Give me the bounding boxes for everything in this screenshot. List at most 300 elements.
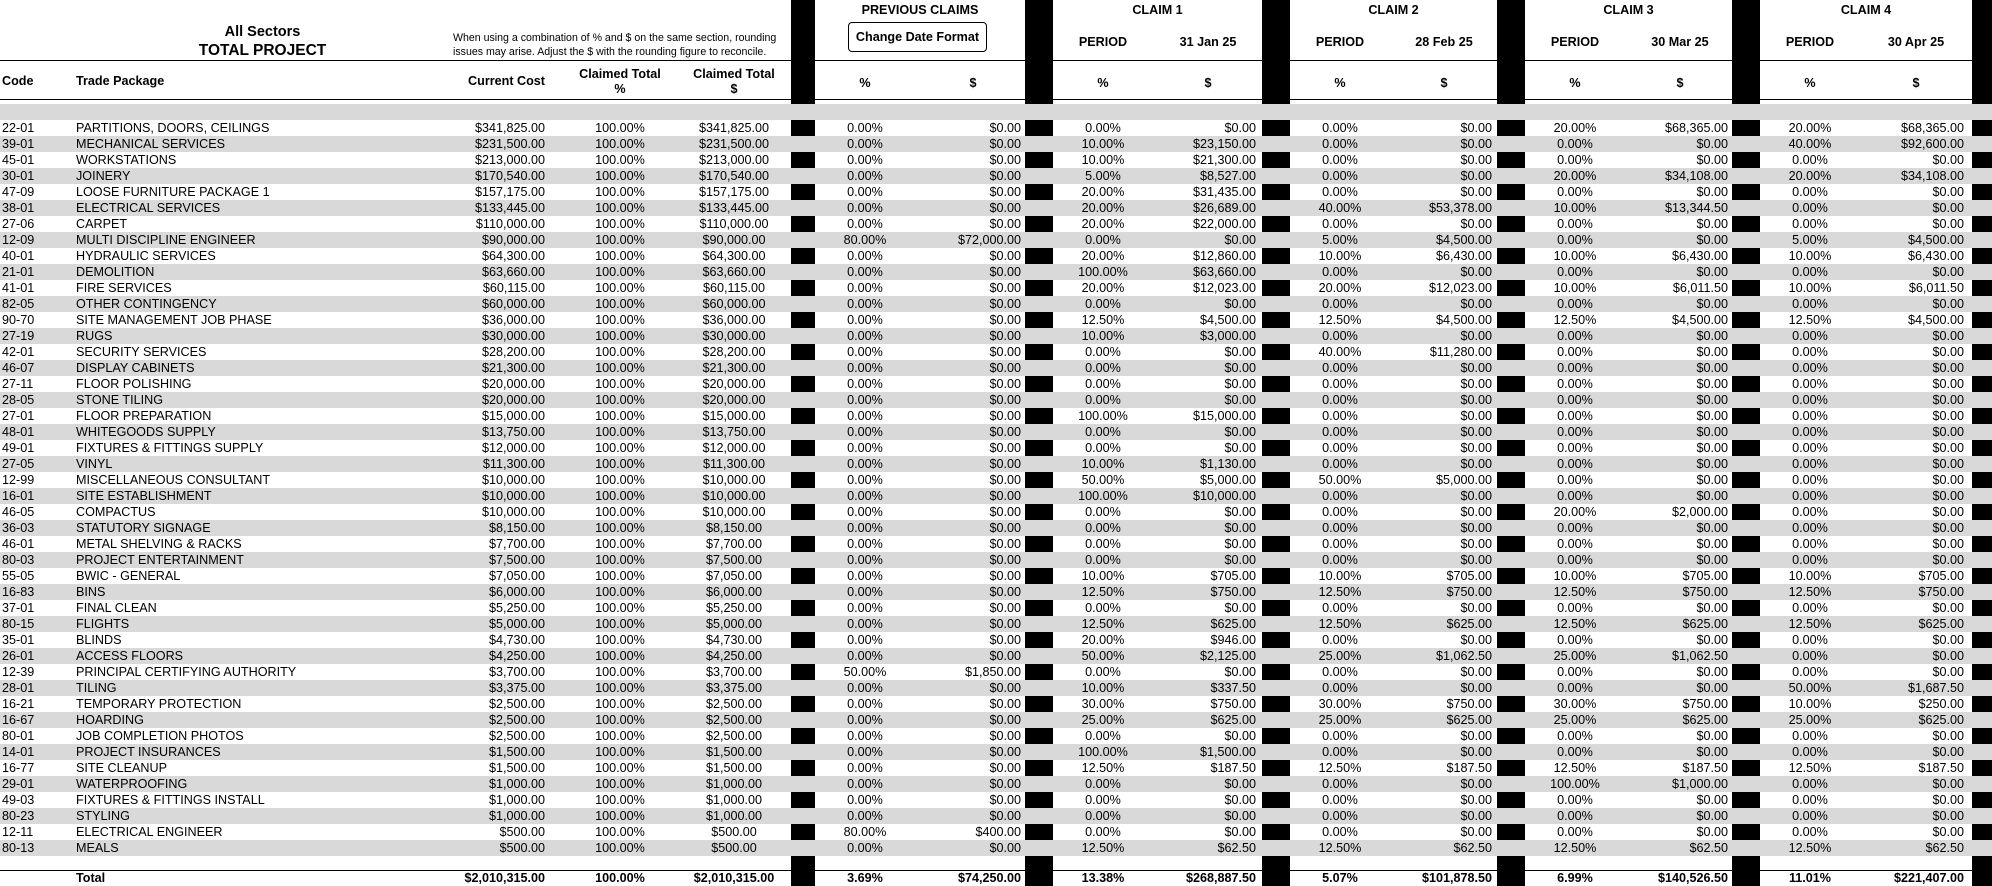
cell-current-cost: $28,200.00 xyxy=(481,345,545,359)
cell-claim2-amount: $705.00 xyxy=(1446,569,1492,583)
cell-trade-package: STONE TILING xyxy=(76,393,164,407)
cell-trade-package: METAL SHELVING & RACKS xyxy=(76,537,242,551)
cell-claimed-amount: $1,000.00 xyxy=(705,777,763,791)
cell-claimed-pct: 100.00% xyxy=(595,377,645,391)
cell-claim1-amount: $187.50 xyxy=(1210,761,1256,775)
cell-claimed-amount: $1,000.00 xyxy=(705,809,763,823)
cell-claim4-pct: 0.00% xyxy=(1792,809,1828,823)
cell-prev-amount: $0.00 xyxy=(989,553,1021,567)
cell-claim2-amount: $0.00 xyxy=(1460,553,1492,567)
cell-claimed-amount: $20,000.00 xyxy=(702,377,766,391)
cell-code: 46-07 xyxy=(2,361,35,375)
cell-current-cost: $4,730.00 xyxy=(488,633,545,647)
cell-claim1-pct: 0.00% xyxy=(1085,393,1121,407)
cell-claimed-pct: 100.00% xyxy=(595,825,645,839)
cell-claim1-amount: $0.00 xyxy=(1224,553,1256,567)
cell-claim2-amount: $0.00 xyxy=(1460,169,1492,183)
cell-claim3-amount: $0.00 xyxy=(1696,809,1728,823)
cell-claim1-pct: 20.00% xyxy=(1081,201,1125,215)
col-header-trade: Trade Package xyxy=(76,74,165,88)
cell-prev-pct: 0.00% xyxy=(847,265,883,279)
cell-current-cost: $20,000.00 xyxy=(481,393,545,407)
cell-claim4-pct: 0.00% xyxy=(1792,649,1828,663)
cell-claim2-pct: 0.00% xyxy=(1322,217,1358,231)
cell-claim2-amount: $62.50 xyxy=(1453,841,1492,855)
cell-prev-pct: 0.00% xyxy=(847,313,883,327)
cell-claimed-amount: $1,500.00 xyxy=(705,745,763,759)
cell-claim4-amount: $4,500.00 xyxy=(1907,233,1964,247)
cell-claim3-pct: 12.50% xyxy=(1553,761,1597,775)
cell-claim1-pct: 0.00% xyxy=(1085,601,1121,615)
cell-trade-package: SECURITY SERVICES xyxy=(76,345,207,359)
cell-claim2-pct: 10.00% xyxy=(1318,249,1362,263)
cell-claim2-amount: $0.00 xyxy=(1460,329,1492,343)
cell-claim4-amount: $0.00 xyxy=(1932,457,1964,471)
cell-claim2-amount: $0.00 xyxy=(1460,729,1492,743)
cell-code: 42-01 xyxy=(2,345,35,359)
cell-claimed-amount: $1,000.00 xyxy=(705,793,763,807)
cell-claimed-pct: 100.00% xyxy=(595,777,645,791)
cell-current-cost: $4,250.00 xyxy=(488,649,545,663)
cell-claim4-pct: 0.00% xyxy=(1792,345,1828,359)
cell-claimed-pct: 100.00% xyxy=(595,457,645,471)
cell-claimed-pct: 100.00% xyxy=(595,281,645,295)
cell-claim1-amount: $15,000.00 xyxy=(1192,409,1256,423)
cell-prev-pct: 0.00% xyxy=(847,617,883,631)
cell-code: 16-67 xyxy=(2,713,35,727)
cell-prev-pct: 0.00% xyxy=(847,713,883,727)
cell-claim3-amount: $0.00 xyxy=(1696,297,1728,311)
cell-claim1-amount: $5,000.00 xyxy=(1199,473,1256,487)
cell-prev-pct: 0.00% xyxy=(847,681,883,695)
cell-claim3-pct: 0.00% xyxy=(1557,233,1593,247)
cell-claim2-pct: 0.00% xyxy=(1322,537,1358,551)
cell-trade-package: MECHANICAL SERVICES xyxy=(76,137,226,151)
cell-claimed-amount: $213,000.00 xyxy=(698,153,770,167)
cell-trade-package: OTHER CONTINGENCY xyxy=(76,297,217,311)
cell-prev-pct: 0.00% xyxy=(847,777,883,791)
cell-claim3-amount: $0.00 xyxy=(1696,377,1728,391)
cell-claim3-amount: $0.00 xyxy=(1696,361,1728,375)
cell-claimed-pct: 100.00% xyxy=(595,649,645,663)
cell-claim2-pct: 0.00% xyxy=(1322,169,1358,183)
cell-current-cost: $13,750.00 xyxy=(481,425,545,439)
cell-claim2-amount: $11,280.00 xyxy=(1429,345,1492,359)
cell-prev-amount: $0.00 xyxy=(989,313,1021,327)
cell-code: 80-23 xyxy=(2,809,35,823)
cell-claim2-amount: $0.00 xyxy=(1460,361,1492,375)
cell-claim1-amount: $0.00 xyxy=(1224,601,1256,615)
cell-claim4-amount: $0.00 xyxy=(1932,153,1964,167)
cell-claim4-amount: $0.00 xyxy=(1932,265,1964,279)
cell-prev-amount: $0.00 xyxy=(989,361,1021,375)
cell-current-cost: $6,000.00 xyxy=(488,585,545,599)
total-claim4-pct: 11.01% xyxy=(1788,871,1832,885)
cell-claim1-pct: 0.00% xyxy=(1085,377,1121,391)
cell-code: 55-05 xyxy=(2,569,35,583)
cell-trade-package: ACCESS FLOORS xyxy=(76,649,184,663)
cell-claim1-pct: 0.00% xyxy=(1085,121,1121,135)
cell-current-cost: $170,540.00 xyxy=(474,169,545,183)
cell-claim1-amount: $0.00 xyxy=(1224,441,1256,455)
cell-claim4-amount: $0.00 xyxy=(1932,537,1964,551)
cell-prev-amount: $0.00 xyxy=(989,569,1021,583)
cell-claimed-pct: 100.00% xyxy=(595,217,645,231)
cell-claim1-pct: 0.00% xyxy=(1085,777,1121,791)
cell-claim2-pct: 0.00% xyxy=(1322,489,1358,503)
cell-claimed-amount: $4,250.00 xyxy=(705,649,763,663)
cell-prev-pct: 0.00% xyxy=(847,457,883,471)
cell-trade-package: FINAL CLEAN xyxy=(76,601,157,615)
cell-trade-package: MEALS xyxy=(76,841,119,855)
cell-claim3-amount: $1,062.50 xyxy=(1671,649,1728,663)
cell-code: 16-01 xyxy=(2,489,35,503)
cell-claimed-pct: 100.00% xyxy=(595,137,645,151)
cell-claim2-pct: 0.00% xyxy=(1322,825,1358,839)
cell-claim3-amount: $0.00 xyxy=(1696,185,1728,199)
col-header-claimed-amt-symbol: $ xyxy=(730,82,738,96)
cell-current-cost: $7,500.00 xyxy=(488,553,545,567)
change-date-format-button[interactable]: Change Date Format xyxy=(848,22,987,52)
cell-claim2-pct: 0.00% xyxy=(1322,377,1358,391)
cell-claim1-amount: $26,689.00 xyxy=(1192,201,1256,215)
cell-current-cost: $5,250.00 xyxy=(488,601,545,615)
cell-claim3-pct: 0.00% xyxy=(1557,665,1593,679)
cell-claim2-pct: 5.00% xyxy=(1322,233,1358,247)
cell-claim1-pct: 20.00% xyxy=(1081,281,1125,295)
cell-prev-amount: $0.00 xyxy=(989,601,1021,615)
cell-claim4-amount: $0.00 xyxy=(1932,393,1964,407)
cell-prev-pct: 0.00% xyxy=(847,441,883,455)
total-label: Total xyxy=(76,871,106,885)
cell-code: 16-83 xyxy=(2,585,35,599)
cell-prev-pct: 0.00% xyxy=(847,793,883,807)
cell-claim2-pct: 12.50% xyxy=(1318,617,1362,631)
cell-current-cost: $1,500.00 xyxy=(488,761,545,775)
cell-current-cost: $1,000.00 xyxy=(488,809,545,823)
cell-claim3-pct: 12.50% xyxy=(1553,313,1597,327)
cell-claimed-pct: 100.00% xyxy=(595,697,645,711)
cell-claim3-pct: 0.00% xyxy=(1557,745,1593,759)
cell-prev-amount: $0.00 xyxy=(989,201,1021,215)
claim-title: CLAIM 1 xyxy=(1132,3,1183,17)
cell-code: 90-70 xyxy=(2,313,35,327)
cell-claimed-amount: $3,700.00 xyxy=(705,665,763,679)
cell-claim4-amount: $92,600.00 xyxy=(1900,137,1964,151)
cell-prev-pct: 0.00% xyxy=(847,377,883,391)
cell-claimed-amount: $30,000.00 xyxy=(702,329,766,343)
cell-claimed-amount: $341,825.00 xyxy=(698,121,770,135)
cell-claim2-amount: $0.00 xyxy=(1460,153,1492,167)
cell-claim1-pct: 100.00% xyxy=(1078,489,1128,503)
cell-claim3-amount: $0.00 xyxy=(1696,745,1728,759)
cell-code: 22-01 xyxy=(2,121,35,135)
cell-trade-package: WATERPROOFING xyxy=(76,777,188,791)
cell-current-cost: $500.00 xyxy=(499,841,545,855)
cell-claim1-amount: $0.00 xyxy=(1224,393,1256,407)
cell-claimed-pct: 100.00% xyxy=(595,233,645,247)
cell-claim4-amount: $0.00 xyxy=(1932,297,1964,311)
cell-claim1-pct: 10.00% xyxy=(1081,329,1125,343)
cell-claim3-amount: $0.00 xyxy=(1696,601,1728,615)
cell-claim3-pct: 10.00% xyxy=(1553,281,1597,295)
cell-claim1-amount: $2,125.00 xyxy=(1199,649,1256,663)
total-claim1-amount: $268,887.50 xyxy=(1185,871,1256,885)
cell-claim2-pct: 0.00% xyxy=(1322,121,1358,135)
cell-code: 27-19 xyxy=(2,329,35,343)
cell-claimed-amount: $10,000.00 xyxy=(702,489,766,503)
cell-claim3-amount: $4,500.00 xyxy=(1671,313,1728,327)
cell-claim1-amount: $0.00 xyxy=(1224,425,1256,439)
cell-claim3-pct: 0.00% xyxy=(1557,601,1593,615)
cell-trade-package: PRINCIPAL CERTIFYING AUTHORITY xyxy=(76,665,297,679)
cell-claim1-amount: $0.00 xyxy=(1224,233,1256,247)
cell-claim2-pct: 30.00% xyxy=(1318,697,1362,711)
pct-column-header: % xyxy=(859,76,871,90)
cell-claim2-pct: 20.00% xyxy=(1318,281,1362,295)
col-header-code: Code xyxy=(2,74,34,88)
cell-claim2-pct: 0.00% xyxy=(1322,329,1358,343)
cell-claim4-pct: 0.00% xyxy=(1792,201,1828,215)
cell-prev-pct: 0.00% xyxy=(847,601,883,615)
cell-claim1-amount: $946.00 xyxy=(1210,633,1256,647)
cell-prev-pct: 0.00% xyxy=(847,169,883,183)
cell-prev-pct: 0.00% xyxy=(847,217,883,231)
cell-claimed-pct: 100.00% xyxy=(595,425,645,439)
cell-trade-package: LOOSE FURNITURE PACKAGE 1 xyxy=(76,185,270,199)
cell-claim3-pct: 0.00% xyxy=(1557,489,1593,503)
cell-trade-package: TILING xyxy=(76,681,117,695)
cell-claim1-amount: $21,300.00 xyxy=(1192,153,1256,167)
cell-claim4-amount: $0.00 xyxy=(1932,345,1964,359)
cell-prev-amount: $0.00 xyxy=(989,505,1021,519)
cell-claim1-amount: $12,860.00 xyxy=(1192,249,1256,263)
cell-claim2-amount: $0.00 xyxy=(1460,809,1492,823)
cell-claim4-pct: 12.50% xyxy=(1788,617,1832,631)
cell-claim2-pct: 0.00% xyxy=(1322,137,1358,151)
cell-prev-amount: $400.00 xyxy=(975,825,1021,839)
cell-claim2-amount: $5,000.00 xyxy=(1435,473,1492,487)
cell-claim3-pct: 25.00% xyxy=(1553,649,1597,663)
cell-trade-package: JOB COMPLETION PHOTOS xyxy=(76,729,244,743)
cell-current-cost: $30,000.00 xyxy=(481,329,545,343)
cell-current-cost: $8,150.00 xyxy=(488,521,545,535)
cell-code: 80-13 xyxy=(2,841,35,855)
cell-claim3-pct: 0.00% xyxy=(1557,729,1593,743)
cell-trade-package: FIXTURES & FITTINGS INSTALL xyxy=(76,793,265,807)
cell-claim2-amount: $625.00 xyxy=(1446,713,1492,727)
cell-claim1-pct: 0.00% xyxy=(1085,505,1121,519)
cell-claim1-amount: $23,150.00 xyxy=(1192,137,1256,151)
cell-claimed-amount: $5,000.00 xyxy=(705,617,763,631)
cell-claim2-pct: 0.00% xyxy=(1322,457,1358,471)
cell-claim3-amount: $0.00 xyxy=(1696,633,1728,647)
cell-claim2-amount: $187.50 xyxy=(1446,761,1492,775)
cell-prev-pct: 0.00% xyxy=(847,121,883,135)
cell-claim4-amount: $705.00 xyxy=(1918,569,1964,583)
period-label: PERIOD xyxy=(1315,35,1365,49)
cell-claim2-pct: 40.00% xyxy=(1318,201,1362,215)
claim-title: CLAIM 2 xyxy=(1368,3,1419,17)
cell-claim4-amount: $0.00 xyxy=(1932,441,1964,455)
cell-claim1-amount: $0.00 xyxy=(1224,809,1256,823)
cell-current-cost: $3,375.00 xyxy=(488,681,545,695)
cell-claim1-amount: $0.00 xyxy=(1224,537,1256,551)
cell-claim4-pct: 0.00% xyxy=(1792,361,1828,375)
cell-claimed-amount: $3,375.00 xyxy=(705,681,763,695)
cell-prev-amount: $0.00 xyxy=(989,249,1021,263)
cell-claim1-amount: $0.00 xyxy=(1224,505,1256,519)
cell-claim3-amount: $62.50 xyxy=(1689,841,1728,855)
cell-claim3-amount: $0.00 xyxy=(1696,409,1728,423)
cell-claim1-pct: 12.50% xyxy=(1081,841,1125,855)
cell-trade-package: PARTITIONS, DOORS, CEILINGS xyxy=(76,121,270,135)
cell-code: 35-01 xyxy=(2,633,35,647)
cell-claimed-pct: 100.00% xyxy=(595,617,645,631)
cell-claim1-amount: $4,500.00 xyxy=(1199,313,1256,327)
cell-claimed-pct: 100.00% xyxy=(595,185,645,199)
cell-claim4-pct: 0.00% xyxy=(1792,601,1828,615)
cell-claim4-pct: 0.00% xyxy=(1792,553,1828,567)
cell-claim1-amount: $705.00 xyxy=(1210,569,1256,583)
cell-claim2-pct: 12.50% xyxy=(1318,761,1362,775)
cell-claim2-pct: 12.50% xyxy=(1318,585,1362,599)
cell-claim3-amount: $0.00 xyxy=(1696,553,1728,567)
cell-claim3-pct: 10.00% xyxy=(1553,201,1597,215)
cell-claimed-pct: 100.00% xyxy=(595,489,645,503)
cell-current-cost: $60,115.00 xyxy=(482,281,545,295)
total-current-cost: $2,010,315.00 xyxy=(464,871,545,885)
cell-claim2-pct: 25.00% xyxy=(1318,713,1362,727)
cell-prev-pct: 0.00% xyxy=(847,697,883,711)
cell-claim1-amount: $0.00 xyxy=(1224,521,1256,535)
cell-claimed-pct: 100.00% xyxy=(595,409,645,423)
header-divider xyxy=(0,60,1992,61)
cell-trade-package: WORKSTATIONS xyxy=(76,153,177,167)
cell-current-cost: $5,000.00 xyxy=(488,617,545,631)
cell-claim1-pct: 0.00% xyxy=(1085,521,1121,535)
total-claim4-amount: $221,407.00 xyxy=(1893,871,1964,885)
cell-claim1-pct: 0.00% xyxy=(1085,425,1121,439)
period-label: PERIOD xyxy=(1078,35,1128,49)
cell-prev-pct: 0.00% xyxy=(847,393,883,407)
cell-claim2-amount: $750.00 xyxy=(1446,697,1492,711)
cell-claimed-pct: 100.00% xyxy=(595,345,645,359)
cell-claim4-amount: $0.00 xyxy=(1932,489,1964,503)
cell-claim1-pct: 100.00% xyxy=(1078,409,1128,423)
cell-claim1-amount: $62.50 xyxy=(1217,841,1256,855)
cell-current-cost: $341,825.00 xyxy=(474,121,545,135)
cell-claim3-amount: $0.00 xyxy=(1696,537,1728,551)
cell-claim1-amount: $337.50 xyxy=(1210,681,1256,695)
cell-code: 26-01 xyxy=(2,649,35,663)
cell-claim2-pct: 0.00% xyxy=(1322,361,1358,375)
cell-claimed-amount: $8,150.00 xyxy=(705,521,763,535)
cell-claimed-pct: 100.00% xyxy=(595,393,645,407)
cell-code: 49-03 xyxy=(2,793,35,807)
cell-claim4-pct: 0.00% xyxy=(1792,185,1828,199)
sector-title: All Sectors xyxy=(224,24,301,40)
claim-date: 30 Apr 25 xyxy=(1887,35,1945,49)
cell-claimed-amount: $2,500.00 xyxy=(705,713,763,727)
cell-prev-amount: $0.00 xyxy=(989,185,1021,199)
cell-claim4-amount: $0.00 xyxy=(1932,809,1964,823)
cell-claimed-amount: $28,200.00 xyxy=(702,345,766,359)
cell-claimed-pct: 100.00% xyxy=(595,841,645,855)
cell-code: 46-05 xyxy=(2,505,35,519)
cell-prev-amount: $0.00 xyxy=(989,457,1021,471)
cell-trade-package: CARPET xyxy=(76,217,128,231)
cell-claim2-amount: $53,378.00 xyxy=(1428,201,1492,215)
cell-claim3-pct: 0.00% xyxy=(1557,825,1593,839)
cell-claim1-amount: $0.00 xyxy=(1224,361,1256,375)
cell-prev-amount: $0.00 xyxy=(989,281,1021,295)
cell-trade-package: HYDRAULIC SERVICES xyxy=(76,249,216,263)
cell-claimed-pct: 100.00% xyxy=(595,569,645,583)
cell-claim1-amount: $0.00 xyxy=(1224,345,1256,359)
cell-current-cost: $157,175.00 xyxy=(474,185,545,199)
cell-claimed-pct: 100.00% xyxy=(595,553,645,567)
cell-claim2-pct: 0.00% xyxy=(1322,265,1358,279)
cell-claim4-pct: 12.50% xyxy=(1788,313,1832,327)
cell-claim2-pct: 0.00% xyxy=(1322,153,1358,167)
cell-code: 41-01 xyxy=(2,281,35,295)
cell-prev-pct: 0.00% xyxy=(847,345,883,359)
cell-claim2-pct: 0.00% xyxy=(1322,521,1358,535)
cell-claim2-amount: $0.00 xyxy=(1460,393,1492,407)
cell-claim4-amount: $0.00 xyxy=(1932,521,1964,535)
cell-claim4-pct: 0.00% xyxy=(1792,297,1828,311)
cell-claim3-pct: 0.00% xyxy=(1557,137,1593,151)
cell-claimed-amount: $2,500.00 xyxy=(705,697,763,711)
cell-claimed-pct: 100.00% xyxy=(595,761,645,775)
cell-claim4-amount: $0.00 xyxy=(1932,377,1964,391)
cell-current-cost: $2,500.00 xyxy=(488,697,545,711)
cell-trade-package: SITE ESTABLISHMENT xyxy=(76,489,212,503)
cell-claim3-amount: $0.00 xyxy=(1696,217,1728,231)
cell-code: 12-99 xyxy=(2,473,35,487)
cell-code: 27-06 xyxy=(2,217,35,231)
cell-claim1-amount: $1,500.00 xyxy=(1199,745,1256,759)
cell-claim1-amount: $1,130.00 xyxy=(1199,457,1256,471)
cell-claim1-amount: $8,527.00 xyxy=(1199,169,1256,183)
cell-prev-pct: 0.00% xyxy=(847,185,883,199)
cell-claim4-pct: 0.00% xyxy=(1792,793,1828,807)
cell-claim2-pct: 10.00% xyxy=(1318,569,1362,583)
cell-current-cost: $64,300.00 xyxy=(481,249,545,263)
cell-claim3-amount: $68,365.00 xyxy=(1664,121,1728,135)
cell-claim1-amount: $625.00 xyxy=(1210,617,1256,631)
period-label: PERIOD xyxy=(1550,35,1600,49)
cell-current-cost: $1,000.00 xyxy=(488,777,545,791)
total-claimed-amount: $2,010,315.00 xyxy=(693,871,775,885)
cell-claim3-amount: $6,430.00 xyxy=(1671,249,1728,263)
cell-trade-package: BINS xyxy=(76,585,106,599)
cell-claim3-amount: $6,011.50 xyxy=(1672,281,1728,295)
total-claimed-pct: 100.00% xyxy=(595,871,645,885)
cell-claimed-amount: $21,300.00 xyxy=(702,361,766,375)
claim-title: CLAIM 4 xyxy=(1840,3,1892,17)
cell-claimed-pct: 100.00% xyxy=(595,361,645,375)
cell-claim4-amount: $0.00 xyxy=(1932,793,1964,807)
cell-claim2-amount: $12,023.00 xyxy=(1428,281,1492,295)
cell-prev-pct: 0.00% xyxy=(847,745,883,759)
cell-claim3-pct: 0.00% xyxy=(1557,361,1593,375)
cell-prev-pct: 0.00% xyxy=(847,649,883,663)
cell-claim4-amount: $62.50 xyxy=(1925,841,1964,855)
cell-claim3-pct: 0.00% xyxy=(1557,553,1593,567)
claim-date: 31 Jan 25 xyxy=(1179,35,1237,49)
